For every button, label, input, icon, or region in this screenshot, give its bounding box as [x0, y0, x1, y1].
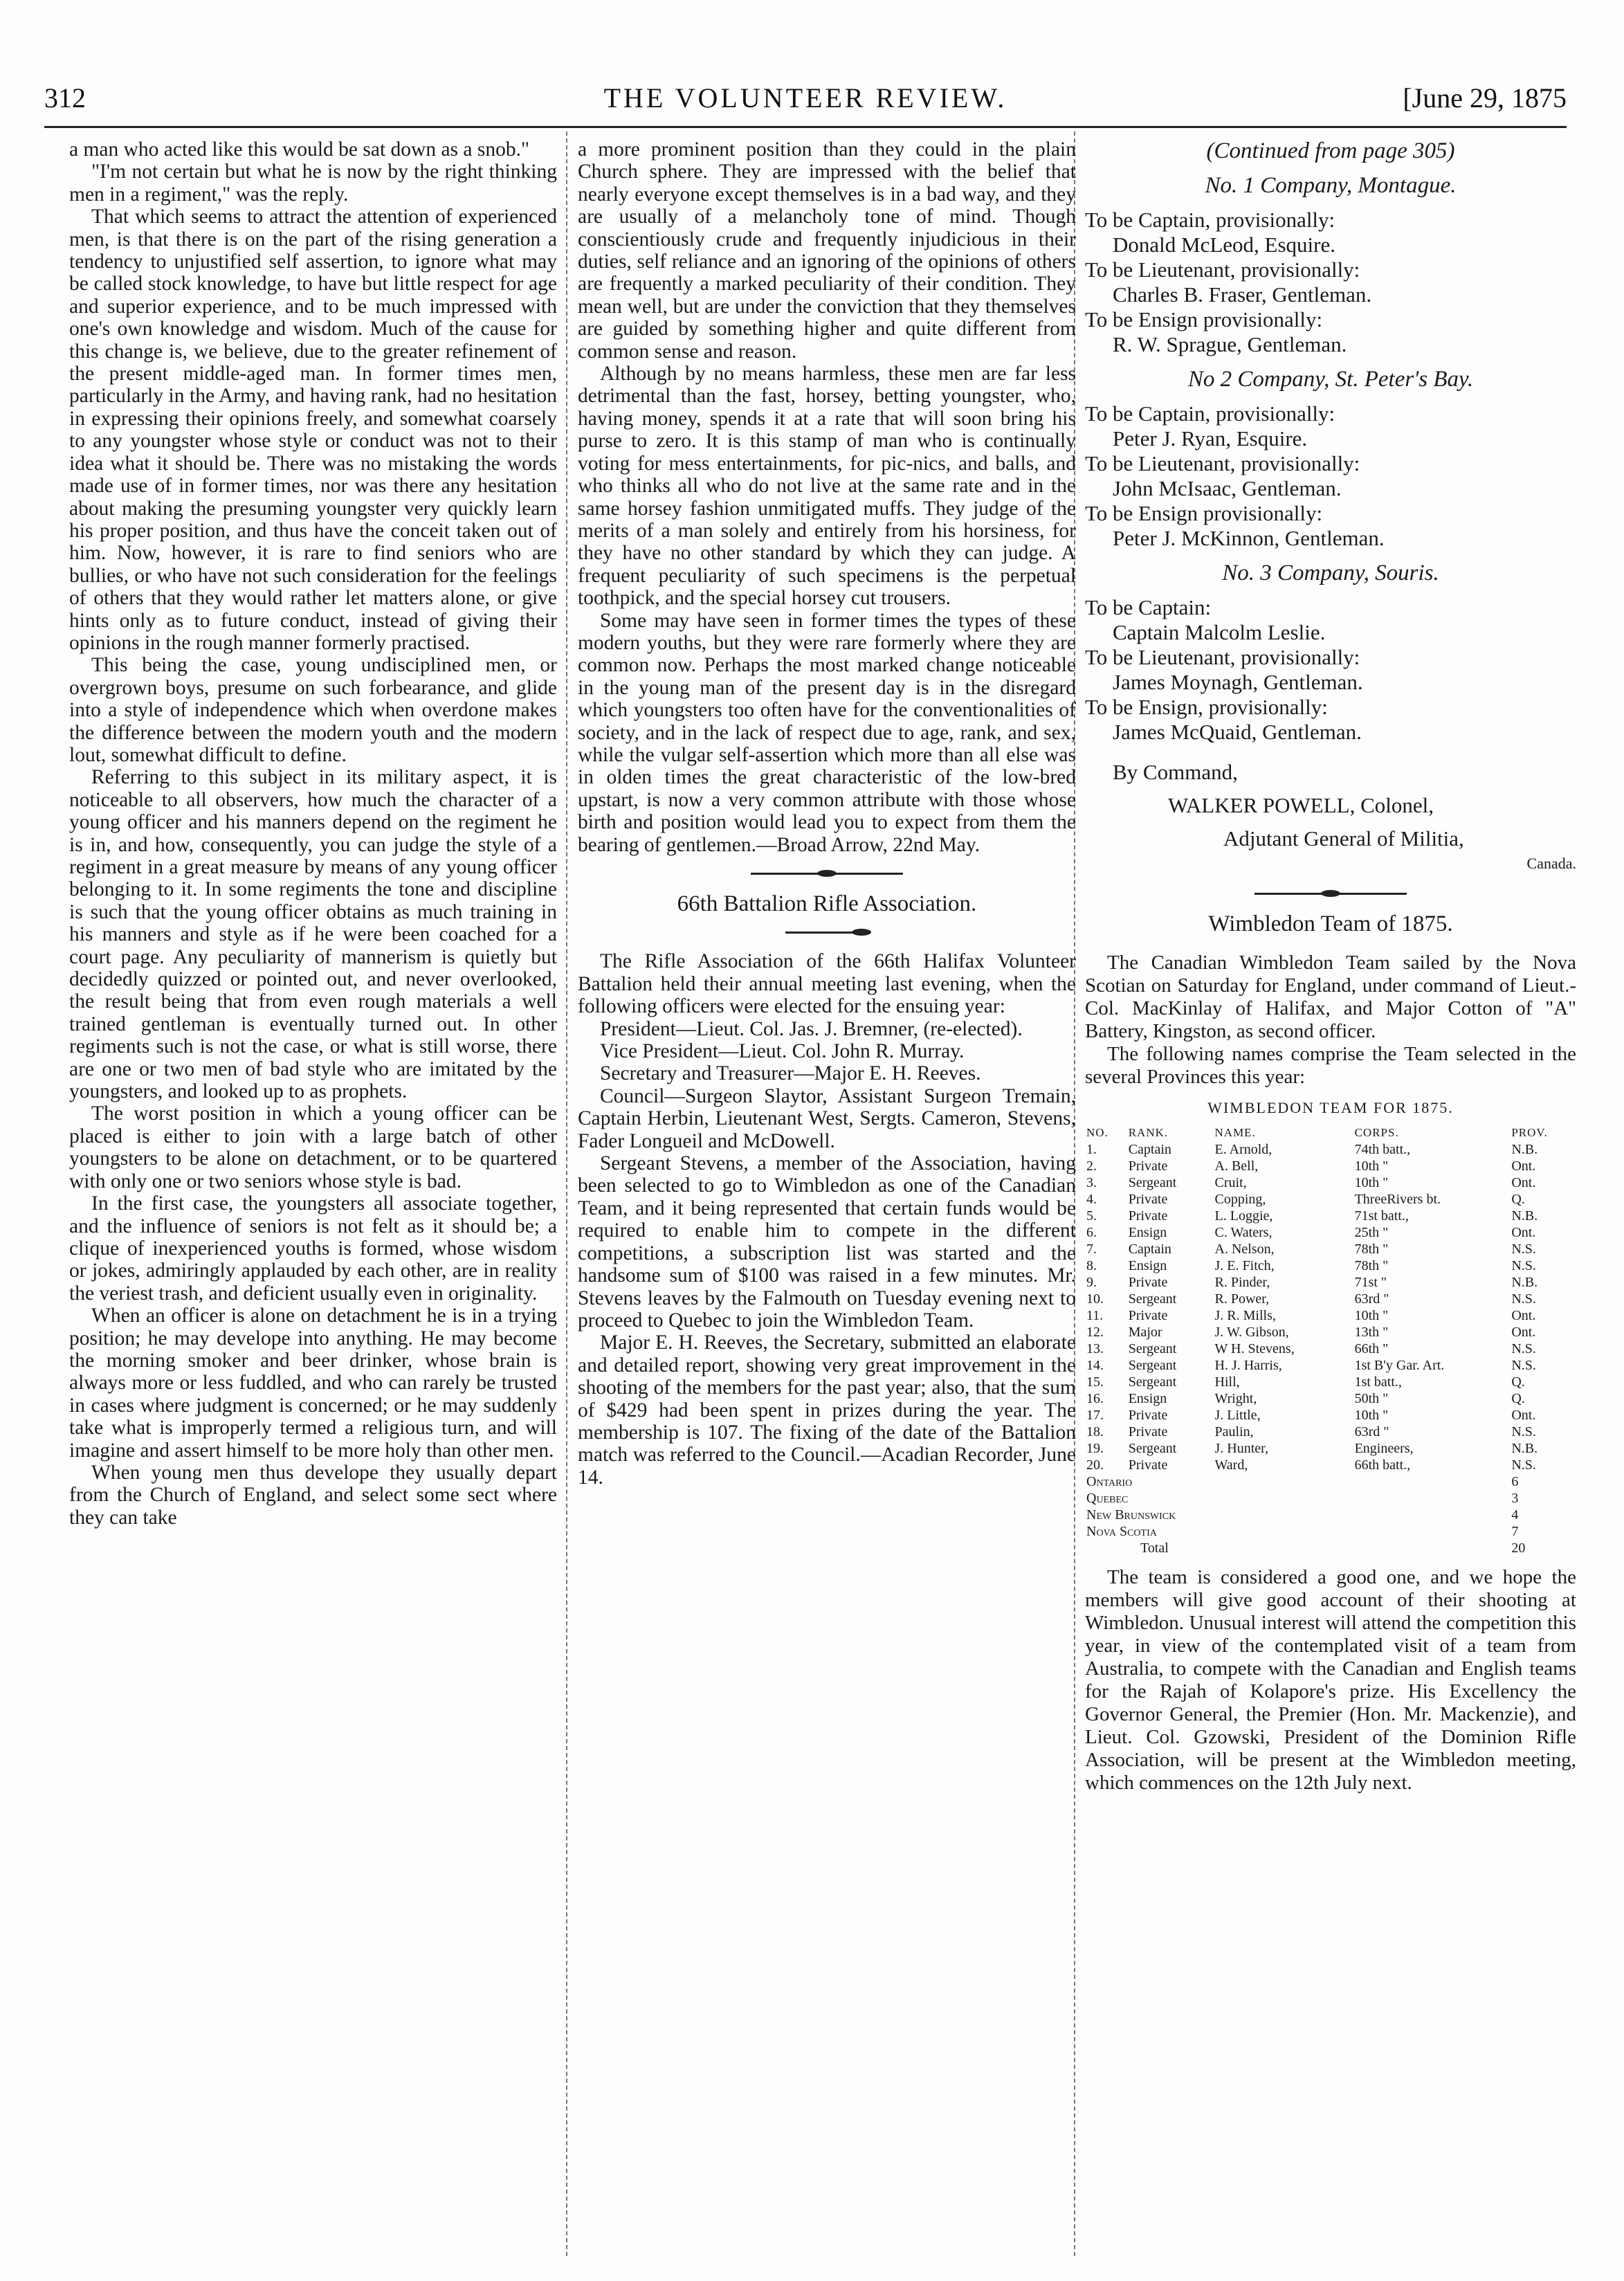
table-cell: Copping, [1214, 1192, 1266, 1207]
province-total-row [1085, 1507, 1576, 1523]
article-paragraph: "I'm not certain but what he is now by the right thinking men in a regiment," was the reply. [69, 161, 557, 206]
table-cell: 16. [1086, 1391, 1104, 1406]
table-cell: 19. [1086, 1441, 1104, 1456]
table-row [1085, 1224, 1576, 1241]
table-row [1085, 1341, 1576, 1357]
table-cell: Private [1128, 1158, 1168, 1174]
column-header: RANK. [1128, 1126, 1169, 1139]
table-cell: Ensign [1128, 1258, 1167, 1273]
table-cell: Sergeant [1128, 1441, 1177, 1456]
province-name: New Brunswick [1086, 1507, 1176, 1523]
table-cell: Private [1128, 1424, 1168, 1439]
province-count: 7 [1511, 1524, 1519, 1539]
table-cell: 18. [1086, 1424, 1104, 1439]
table-cell: 74th batt., [1354, 1142, 1411, 1157]
table-row [1085, 1191, 1576, 1208]
table-cell: Q. [1511, 1374, 1525, 1390]
table-cell: Private [1128, 1275, 1168, 1290]
province-count: 4 [1511, 1507, 1519, 1523]
article-paragraph: That which seems to attract the attention of experienced men, is that there is on the part of the rising generation a tendency to unjustified self assertion, to ignore what may be called stock knowledge, to have but little respect for age and superior experience, and to be much impressed with one's own knowledge and wisdom. Much of the cause for this change is, we believe, due to the greater refinement of the present middle-aged man. In former times men, particularly in the Army, and having rank, had no hesitation in expressing their opinions freely, and somewhat coarsely to any youngster whose style or conduct was not to their idea what it should be. There was no mistaking the words made use of in former times, nor was there any hesitation about making the presuming youngster very quickly learn his proper position, and thus have the conceit taken out of him. Now, however, it is rare to find seniors who are bullies, or who have not such consideration for the feelings of others that they would rather let matters alone, or give hints only as to future conduct, instead of giving their opinions in the rough manner formerly practised. [69, 206, 557, 654]
table-cell: H. J. Harris, [1214, 1358, 1282, 1373]
section-heading: 66th Battalion Rifle Association. [677, 891, 977, 916]
article-paragraph: In the first case, the youngsters all associate together, and the influence of seniors is not felt as it should be; a clique of inexperienced youths is formed, whose wisdom or jokes, admiringly applauded by each other, are in reality the veriest trash, and deficient usually even in originality. [69, 1192, 557, 1305]
table-cell: A. Nelson, [1214, 1242, 1275, 1257]
article-paragraph: Council—Surgeon Slaytor, Assistant Surgeon Tremain, Captain Herbin, Lieutenant West, Sergts. Cameron, Stevens, Fader Longueil and McDowell. [578, 1084, 1076, 1152]
table-cell: J. W. Gibson, [1214, 1325, 1289, 1340]
column-header: PROV. [1511, 1126, 1548, 1139]
province-name: Ontario [1086, 1474, 1133, 1489]
appointment-line: James Moynagh, Gentleman. [1113, 670, 1363, 694]
table-cell: Private [1128, 1408, 1168, 1423]
table-cell: R. Power, [1214, 1291, 1270, 1307]
table-cell: 10th " [1354, 1308, 1389, 1323]
table-cell: 5. [1086, 1208, 1097, 1224]
table-cell: Cruit, [1214, 1175, 1247, 1190]
province-total-row [1085, 1490, 1576, 1507]
table-cell: 10th " [1354, 1175, 1389, 1190]
table-cell: N.B. [1511, 1142, 1538, 1157]
table-cell: 71st " [1354, 1275, 1387, 1290]
table-cell: 10. [1086, 1291, 1104, 1307]
table-row [1085, 1291, 1576, 1307]
table-caption: WIMBLEDON TEAM FOR 1875. [1207, 1099, 1454, 1116]
table-cell: N.S. [1511, 1242, 1536, 1257]
province-name: Nova Scotia [1086, 1524, 1157, 1539]
continued-note: (Continued from page 305) [1206, 138, 1455, 163]
table-cell: Private [1128, 1457, 1168, 1473]
table-row [1085, 1457, 1576, 1473]
table-cell: N.S. [1511, 1358, 1536, 1373]
appointment-line: To be Ensign, provisionally: [1085, 695, 1328, 719]
table-cell: E. Arnold, [1214, 1142, 1272, 1157]
province-count: 3 [1511, 1491, 1519, 1506]
header-rule [44, 126, 1567, 128]
page-number: 312 [44, 82, 86, 113]
issue-date: [June 29, 1875 [1403, 82, 1567, 113]
table-cell: Ont. [1511, 1408, 1536, 1423]
article-paragraph: Sergeant Stevens, a member of the Association, having been selected to go to Wimbledon as one of the Canadian Team, and it being represented that certain funds would be required to enable him to compete in the different competitions, a subscription list was started and the handsome sum of $100 was raised in a few minutes. Mr. Stevens leaves by the Falmouth on Tuesday evening next to proceed to Quebec to join the Wimbledon Team. [578, 1152, 1076, 1332]
table-row [1085, 1440, 1576, 1457]
article-paragraph: a more prominent position than they could in the plain Church sphere. They are impressed with the belief that nearly everyone except themselves is in a bad way, and they are usually of a melancholy tone of mind. Though conscientiously crude and frequently injudicious in their duties, self reliance and an ignoring of the opinions of others are frequently a marked peculiarity of their condition. They mean well, but are under the conviction that they themselves are guided by something higher and quite different from common sense and reason. [578, 138, 1076, 363]
table-cell: Private [1128, 1308, 1168, 1323]
table-cell: Private [1128, 1192, 1168, 1207]
table-cell: Engineers, [1354, 1441, 1414, 1456]
article-paragraph: Referring to this subject in its military aspect, it is noticeable to all observers, how much the character of a young officer and his manners depend on the regiment he is in, and how, consequently, you can judge the style of a regiment in a great measure by means of any young officer belonging to it. In some regiments the tone and discipline is such that the young officer obtains as much training in his manners and style as if he were been coached for a court page. Any peculiarity of mannerism is quietly but decidedly quizzed or pointed out, and never overlooked, the result being that from even rough materials a well trained gentleman is eventually turned out. In other regiments such is not the case, or what is still worse, there are one or two men of bad style who are imitated by the youngsters, and looked up to as prophets. [69, 766, 557, 1103]
table-cell: 1. [1086, 1142, 1097, 1157]
table-cell: Hill, [1214, 1374, 1240, 1390]
signer-name: WALKER POWELL, Colonel, [1168, 793, 1434, 817]
appointment-line: Charles B. Fraser, Gentleman. [1113, 282, 1372, 307]
table-cell: Captain [1128, 1142, 1171, 1157]
table-cell: 1st batt., [1354, 1374, 1402, 1390]
table-cell: 25th " [1354, 1225, 1389, 1240]
appointment-line: To be Ensign provisionally: [1085, 501, 1323, 525]
table-cell: 11. [1086, 1308, 1104, 1323]
column-header: NO. [1086, 1126, 1108, 1139]
table-row [1085, 1257, 1576, 1274]
table-row [1085, 1357, 1576, 1374]
appointment-line: To be Captain, provisionally: [1085, 208, 1335, 232]
table-cell: 6. [1086, 1225, 1097, 1240]
table-cell: 66th batt., [1354, 1457, 1411, 1473]
article-paragraph: Vice President—Lieut. Col. John R. Murray. [600, 1040, 965, 1063]
province-count: 6 [1511, 1474, 1519, 1489]
appointment-line: To be Captain: [1085, 595, 1212, 619]
article-paragraph: Some may have seen in former times the types of these modern youths, but they were rare formerly where they are common now. Perhaps the most marked change noticeable in the young man of the present day is in the disregard which youngsters too often have for the conventionalities of society, and in the lack of respect due to age, rank, and sex, while the vulgar self-assertion which more than all else was in olden times the great characteristic of the low-bred upstart, is now a very common attribute with those whose birth and position would lead you to expect from them the bearing of gentlemen.—Broad Arrow, 22nd May. [578, 609, 1076, 856]
grand-total-row [1085, 1540, 1576, 1556]
column-3 [1085, 138, 1576, 1794]
table-cell: 1st B'y Gar. Art. [1354, 1358, 1445, 1373]
signer-country: Canada. [1526, 855, 1576, 872]
page-header [44, 82, 1567, 123]
section-heading: Wimbledon Team of 1875. [1208, 911, 1453, 936]
table-cell: Sergeant [1128, 1291, 1177, 1307]
province-total-row [1085, 1473, 1576, 1490]
table-cell: C. Waters, [1214, 1225, 1272, 1240]
table-cell: Wright, [1214, 1391, 1257, 1406]
section-separator [751, 873, 903, 875]
newspaper-title: THE VOLUNTEER REVIEW. [603, 82, 1007, 113]
table-row [1085, 1241, 1576, 1257]
table-cell: 12. [1086, 1325, 1104, 1340]
appointment-line: R. W. Sprague, Gentleman. [1113, 332, 1347, 356]
table-row [1085, 1274, 1576, 1291]
table-cell: N.S. [1511, 1258, 1536, 1273]
article-paragraph: a man who acted like this would be sat down as a snob." [69, 138, 530, 161]
table-cell: Sergeant [1128, 1358, 1177, 1373]
table-cell: Ensign [1128, 1225, 1167, 1240]
article-paragraph: The Rifle Association of the 66th Halifax Volunteer Battalion held their annual meeting last evening, when the following officers were elected for the ensuing year: [578, 950, 1076, 1018]
appointment-line: To be Lieutenant, provisionally: [1085, 451, 1360, 475]
appointment-line: To be Ensign provisionally: [1085, 307, 1323, 331]
table-cell: Ensign [1128, 1391, 1167, 1406]
appointment-line: James McQuaid, Gentleman. [1113, 720, 1362, 744]
table-cell: J. Hunter, [1214, 1441, 1269, 1456]
section-separator [1255, 893, 1407, 895]
appointment-line: To be Lieutenant, provisionally: [1085, 257, 1360, 282]
table-row [1085, 1407, 1576, 1424]
table-cell: 63rd " [1354, 1424, 1389, 1439]
table-cell: 10th " [1354, 1158, 1389, 1174]
table-cell: N.B. [1511, 1441, 1538, 1456]
table-row [1085, 1141, 1576, 1158]
table-cell: 50th " [1354, 1391, 1389, 1406]
table-cell: Ont. [1511, 1158, 1536, 1174]
column-header: NAME. [1214, 1126, 1256, 1139]
table-cell: Paulin, [1214, 1424, 1254, 1439]
appointment-line: Captain Malcolm Leslie. [1113, 620, 1326, 644]
table-cell: 4. [1086, 1192, 1097, 1207]
table-row [1085, 1174, 1576, 1191]
column-2 [578, 138, 1076, 1489]
table-cell: 7. [1086, 1242, 1097, 1257]
table-cell: 13th " [1354, 1325, 1389, 1340]
table-cell: W H. Stevens, [1214, 1341, 1295, 1356]
article-paragraph: The following names comprise the Team selected in the several Provinces this year: [1085, 1043, 1576, 1088]
table-row [1085, 1158, 1576, 1174]
table-cell: J. R. Mills, [1214, 1308, 1276, 1323]
table-row [1085, 1424, 1576, 1440]
table-cell: Ont. [1511, 1308, 1536, 1323]
table-cell: N.S. [1511, 1424, 1536, 1439]
appointment-line: To be Captain, provisionally: [1085, 401, 1335, 426]
table-cell: N.S. [1511, 1457, 1536, 1473]
table-cell: 13. [1086, 1341, 1104, 1356]
table-cell: 9. [1086, 1275, 1097, 1290]
table-cell: Ont. [1511, 1325, 1536, 1340]
table-row [1085, 1390, 1576, 1407]
table-cell: 17. [1086, 1408, 1104, 1423]
company-heading: No. 3 Company, Souris. [1222, 561, 1439, 585]
article-paragraph: This being the case, young undisciplined men, or overgrown boys, presume on such forbearance, and glide into a style of independence which when overdone makes the difference between the modern youth and the modern lout, somewhat difficult to define. [69, 654, 557, 766]
appointment-line: John McIsaac, Gentleman. [1113, 476, 1342, 500]
article-paragraph: President—Lieut. Col. Jas. J. Bremner, (re-elected). [600, 1017, 1023, 1040]
article-paragraph: The Canadian Wimbledon Team sailed by the Nova Scotian on Saturday for England, under command of Lieut.-Col. MacKinlay of Halifax, and Major Cotton of "A" Battery, Kingston, as second officer. [1085, 952, 1576, 1042]
province-name: Quebec [1086, 1491, 1129, 1506]
table-cell: ThreeRivers bt. [1354, 1192, 1441, 1207]
table-cell: 63rd " [1354, 1291, 1389, 1307]
column-header: CORPS. [1354, 1126, 1399, 1139]
appointment-line: Donald McLeod, Esquire. [1113, 233, 1335, 257]
appointment-line: To be Lieutenant, provisionally: [1085, 645, 1360, 669]
table-cell: J. E. Fitch, [1214, 1258, 1275, 1273]
table-header-row [1085, 1125, 1576, 1141]
signer-title: Adjutant General of Militia, [1223, 826, 1464, 851]
table-cell: N.S. [1511, 1341, 1536, 1356]
table-cell: Sergeant [1128, 1341, 1177, 1356]
table-cell: Q. [1511, 1391, 1525, 1406]
article-paragraph: Although by no means harmless, these men are far less detrimental than the fast, horsey, betting youngster, who, having money, spends it at a rate that will soon bring his purse to zero. It is this stamp of man who is continually voting for mess entertainments, for pic-nics, and balls, and who thinks all who do not live at the same rate and in the same horsey fashion unmitigated muffs. They judge of the merits of a man solely and entirely from his horsiness, for they have no other standard by which they can judge. A frequent peculiarity of such specimens is the perpetual toothpick, and the special horsey cut trousers. [578, 363, 1076, 610]
company-heading: No 2 Company, St. Peter's Bay. [1187, 367, 1474, 392]
company-heading: No. 1 Company, Montague. [1205, 173, 1457, 198]
section-separator [785, 932, 868, 934]
table-cell: 78th " [1354, 1242, 1389, 1257]
table-cell: 71st batt., [1354, 1208, 1409, 1224]
table-row [1085, 1374, 1576, 1390]
table-cell: Private [1128, 1208, 1168, 1224]
table-cell: 8. [1086, 1258, 1097, 1273]
total-count: 20 [1511, 1541, 1526, 1556]
appointment-line: Peter J. Ryan, Esquire. [1113, 426, 1308, 451]
table-body [1085, 1141, 1576, 1556]
table-cell: Q. [1511, 1192, 1525, 1207]
table-cell: 66th " [1354, 1341, 1389, 1356]
table-cell: N.B. [1511, 1208, 1538, 1224]
table-cell: J. Little, [1214, 1408, 1261, 1423]
appointment-line: Peter J. McKinnon, Gentleman. [1113, 526, 1385, 550]
table-cell: R. Pinder, [1214, 1275, 1270, 1290]
article-paragraph: The team is considered a good one, and we hope the members will give good account of their shooting at Wimbledon. Unusual interest will attend the competition this year, in view of the contemplated visit of a team from Australia, to compete with the Canadian and English teams for the Rajah of Kolapore's prize. His Excellency the Governor General, the Premier (Hon. Mr. Mackenzie), and Lieut. Col. Gzowski, President of the Dominion Rifle Association, will be present at the Wimbledon meeting, which commences on the 12th July next. [1085, 1566, 1576, 1794]
table-cell: 10th " [1354, 1408, 1389, 1423]
table-cell: Captain [1128, 1242, 1171, 1257]
table-cell: A. Bell, [1214, 1158, 1259, 1174]
team-table [1085, 1125, 1576, 1556]
article-paragraph: The worst position in which a young officer can be placed is either to join with a large batch of other youngsters to be alone on detachment, or to be quartered with only one or two seniors whose style is bad. [69, 1102, 557, 1192]
column-1 [69, 138, 557, 1529]
table-row [1085, 1208, 1576, 1224]
table-cell: 15. [1086, 1374, 1104, 1390]
table-cell: N.B. [1511, 1275, 1538, 1290]
by-command: By Command, [1113, 760, 1238, 784]
total-label: Total [1140, 1541, 1169, 1556]
table-row [1085, 1307, 1576, 1324]
column-divider [566, 131, 567, 2256]
table-cell: Ward, [1214, 1457, 1248, 1473]
table-cell: N.S. [1511, 1291, 1536, 1307]
article-paragraph: Secretary and Treasurer—Major E. H. Reeves. [600, 1062, 981, 1085]
table-cell: 3. [1086, 1175, 1097, 1190]
table-cell: 78th " [1354, 1258, 1389, 1273]
table-cell: 20. [1086, 1457, 1104, 1473]
province-total-row [1085, 1523, 1576, 1540]
table-cell: 14. [1086, 1358, 1104, 1373]
table-cell: Sergeant [1128, 1175, 1177, 1190]
table-cell: Major [1128, 1325, 1162, 1340]
article-paragraph: Major E. H. Reeves, the Secretary, submitted an elaborate and detailed report, showing very great improvement in the shooting of the members for the past year; also, that the sum of $429 had been spent in prizes during the year. The membership is 107. The fixing of the date of the Battalion match was referred to the Council.—Acadian Recorder, June 14. [578, 1332, 1076, 1489]
table-cell: Ont. [1511, 1175, 1536, 1190]
article-paragraph: When young men thus develope they usually depart from the Church of England, and select some sect where they can take [69, 1461, 557, 1529]
table-cell: L. Loggie, [1214, 1208, 1273, 1224]
table-row [1085, 1324, 1576, 1341]
table-cell: 2. [1086, 1158, 1097, 1174]
table-cell: Ont. [1511, 1225, 1536, 1240]
article-paragraph: When an officer is alone on detachment he is in a trying position; he may develope into anything. He may become the morning smoker and beer drinker, whose brain is always more or less fuddled, and who can rarely be trusted in cases where judgment is concerned; or he may suddenly take what is improperly termed a religious turn, and will imagine and assert himself to be more holy than other men. [69, 1305, 557, 1462]
table-cell: Sergeant [1128, 1374, 1177, 1390]
